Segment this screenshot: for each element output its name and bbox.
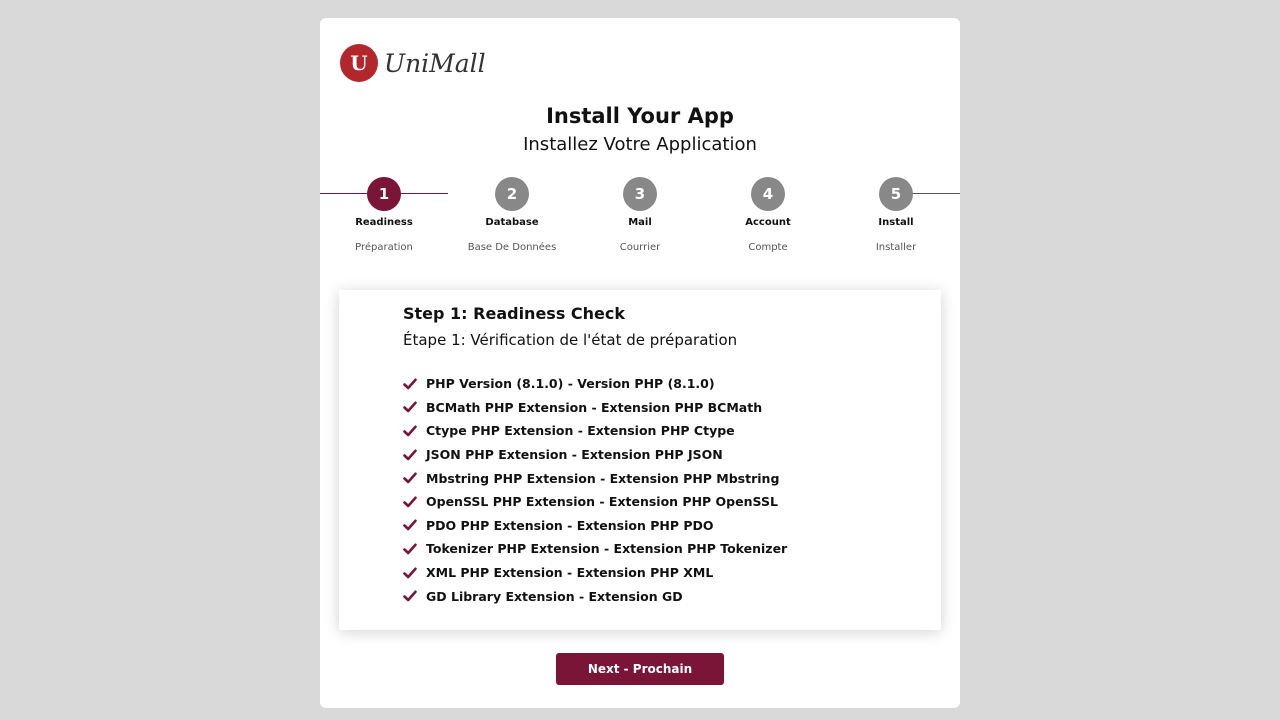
requirement-text: PDO PHP Extension - Extension PHP PDO <box>426 517 714 533</box>
list-item <box>403 490 787 514</box>
checkmark-icon <box>403 542 417 556</box>
requirement-text: GD Library Extension - Extension GD <box>426 588 683 604</box>
checkmark-icon <box>403 589 417 603</box>
requirements-checklist <box>403 372 787 608</box>
requirement-text: OpenSSL PHP Extension - Extension PHP OpenSSL <box>426 494 778 510</box>
step-sublabel: Préparation <box>355 242 413 253</box>
page-subtitle: Installez Votre Application <box>523 134 757 155</box>
readiness-panel <box>339 290 941 630</box>
step-label: Readiness <box>355 217 413 228</box>
requirement-text: Mbstring PHP Extension - Extension PHP Mbstring <box>426 470 780 486</box>
list-item <box>403 561 787 585</box>
step-database <box>448 177 576 253</box>
list-item <box>403 537 787 561</box>
checkmark-icon <box>403 448 417 462</box>
step-label: Install <box>878 217 914 228</box>
step-number-circle: 2 <box>495 177 529 211</box>
checkmark-icon <box>403 566 417 580</box>
requirement-text: JSON PHP Extension - Extension PHP JSON <box>426 447 723 463</box>
list-item <box>403 514 787 538</box>
checkmark-icon <box>403 495 417 509</box>
next-button[interactable]: Next - Prochain <box>556 653 724 685</box>
logo <box>340 44 486 82</box>
step-label: Database <box>485 217 539 228</box>
step-label: Account <box>745 217 791 228</box>
step-account <box>704 177 832 253</box>
list-item <box>403 372 787 396</box>
logo-text: UniMall <box>384 48 486 78</box>
step-sublabel: Base De Données <box>467 242 557 253</box>
panel-subtitle: Étape 1: Vérification de l'état de préparation <box>403 331 738 349</box>
requirement-text: XML PHP Extension - Extension PHP XML <box>426 565 714 581</box>
list-item <box>403 584 787 608</box>
step-readiness <box>320 177 448 253</box>
step-mail <box>576 177 704 253</box>
step-sublabel: Installer <box>875 242 917 253</box>
checkmark-icon <box>403 424 417 438</box>
checkmark-icon <box>403 471 417 485</box>
step-number-circle: 4 <box>751 177 785 211</box>
list-item <box>403 419 787 443</box>
requirement-text: PHP Version (8.1.0) - Version PHP (8.1.0) <box>426 376 715 392</box>
checkmark-icon <box>403 518 417 532</box>
panel-title: Step 1: Readiness Check <box>403 304 626 323</box>
page-title: Install Your App <box>546 104 734 128</box>
logo-mark: U <box>340 44 378 82</box>
list-item <box>403 466 787 490</box>
step-number-circle: 3 <box>623 177 657 211</box>
list-item <box>403 443 787 467</box>
checkmark-icon <box>403 400 417 414</box>
step-install <box>832 177 960 253</box>
step-number-circle: 5 <box>879 177 913 211</box>
checkmark-icon <box>403 377 417 391</box>
step-number-circle: 1 <box>367 177 401 211</box>
step-sublabel: Compte <box>748 242 788 253</box>
installer-card <box>320 18 960 708</box>
step-label: Mail <box>628 217 652 228</box>
requirement-text: Ctype PHP Extension - Extension PHP Ctype <box>426 423 735 439</box>
requirement-text: BCMath PHP Extension - Extension PHP BCMath <box>426 399 763 415</box>
step-sublabel: Courrier <box>619 242 661 253</box>
list-item <box>403 396 787 420</box>
requirement-text: Tokenizer PHP Extension - Extension PHP Tokenizer <box>426 541 788 557</box>
